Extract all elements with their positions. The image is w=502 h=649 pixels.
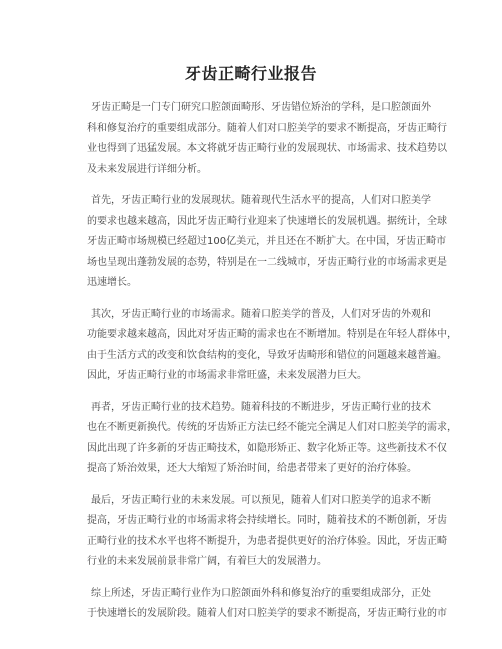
paragraph-line: 行业的未来发展前景非常广阔，有着巨大的发展潜力。: [87, 556, 327, 567]
paragraph-line: 迅速增长。: [87, 277, 137, 288]
paragraph-line: 最后，牙齿正畸行业的未来发展。可以预见，随着人们对口腔美学的追求不断: [91, 494, 431, 506]
paragraph-line: 因此，牙齿正畸行业的市场需求非常旺盛，未来发展潜力巨大。: [87, 370, 367, 381]
paragraph-future-development: [87, 491, 447, 573]
paragraph-line: 业也得到了迅猛发展。本文将就牙齿正畸行业的发展现状、市场需求、技术趋势以: [87, 143, 447, 154]
paragraph-line: 提高了矫治效果，还大大缩短了矫治时间，给患者带来了更好的治疗体验。: [87, 463, 417, 474]
paragraph-line: 综上所述，牙齿正畸行业作为口腔颌面外科和修复治疗的重要组成部分，正处: [91, 587, 431, 599]
paragraph-conclusion: [87, 584, 447, 625]
paragraph-line: 牙齿正畸是一门专门研究口腔颌面畸形、牙齿错位矫治的学科，是口腔颌面外: [91, 102, 431, 113]
document-body: [87, 98, 457, 636]
paragraph-line: 的要求也越来越高，因此牙齿正畸行业迎来了快速增长的发展机遇。据统计，全球: [87, 215, 447, 227]
paragraph-line: 再者，牙齿正畸行业的技术趋势。随着科技的不断进步，牙齿正畸行业的技术: [91, 401, 431, 413]
paragraph-line: 牙齿正畸市场规模已经超过100亿美元，并且还在不断扩大。在中国，牙齿正畸市: [87, 236, 447, 247]
paragraph-current-status: [87, 191, 447, 294]
paragraph-intro: [87, 98, 447, 180]
document-title: 牙齿正畸行业报告: [184, 64, 317, 83]
paragraph-line: 功能要求越来越高，因此对牙齿正畸的需求也在不断增加。特别是在年轻人群体中，: [87, 329, 457, 340]
paragraph-line: 场也呈现出蓬勃发展的态势，特别是在一二线城市，牙齿正畸行业的市场需求更是: [87, 256, 447, 268]
paragraph-line: 于快速增长的发展阶段。随着人们对口腔美学的要求不断提高，牙齿正畸行业的市: [87, 608, 447, 619]
paragraph-market-demand: [87, 305, 457, 387]
paragraph-line: 也在不断更新换代。传统的牙齿矫正方法已经不能完全满足人们对口腔美学的需求，: [87, 422, 457, 433]
paragraph-line: 及未来发展进行详细分析。: [87, 163, 207, 175]
paragraph-line: 因此出现了许多新的牙齿正畸技术，如隐形矫正、数字化矫正等。这些新技术不仅: [87, 442, 447, 454]
paragraph-line: 科和修复治疗的重要组成部分。随着人们对口腔美学的要求不断提高，牙齿正畸行: [87, 122, 447, 134]
paragraph-technology-trends: [87, 398, 457, 480]
paragraph-line: 正畸行业的技术水平也将不断提升，为患者提供更好的治疗体验。因此，牙齿正畸: [87, 535, 447, 547]
paragraph-line: 提高，牙齿正畸行业的市场需求将会持续增长。同时，随着技术的不断创新，牙齿: [87, 515, 447, 526]
paragraph-line: 由于生活方式的改变和饮食结构的变化，导致牙齿畸形和错位的问题越来越普遍。: [87, 349, 447, 361]
paragraph-line: 首先，牙齿正畸行业的发展现状。随着现代生活水平的提高，人们对口腔美学: [91, 195, 431, 206]
paragraph-line: 其次，牙齿正畸行业的市场需求。随着口腔美学的普及，人们对牙齿的外观和: [91, 308, 431, 320]
